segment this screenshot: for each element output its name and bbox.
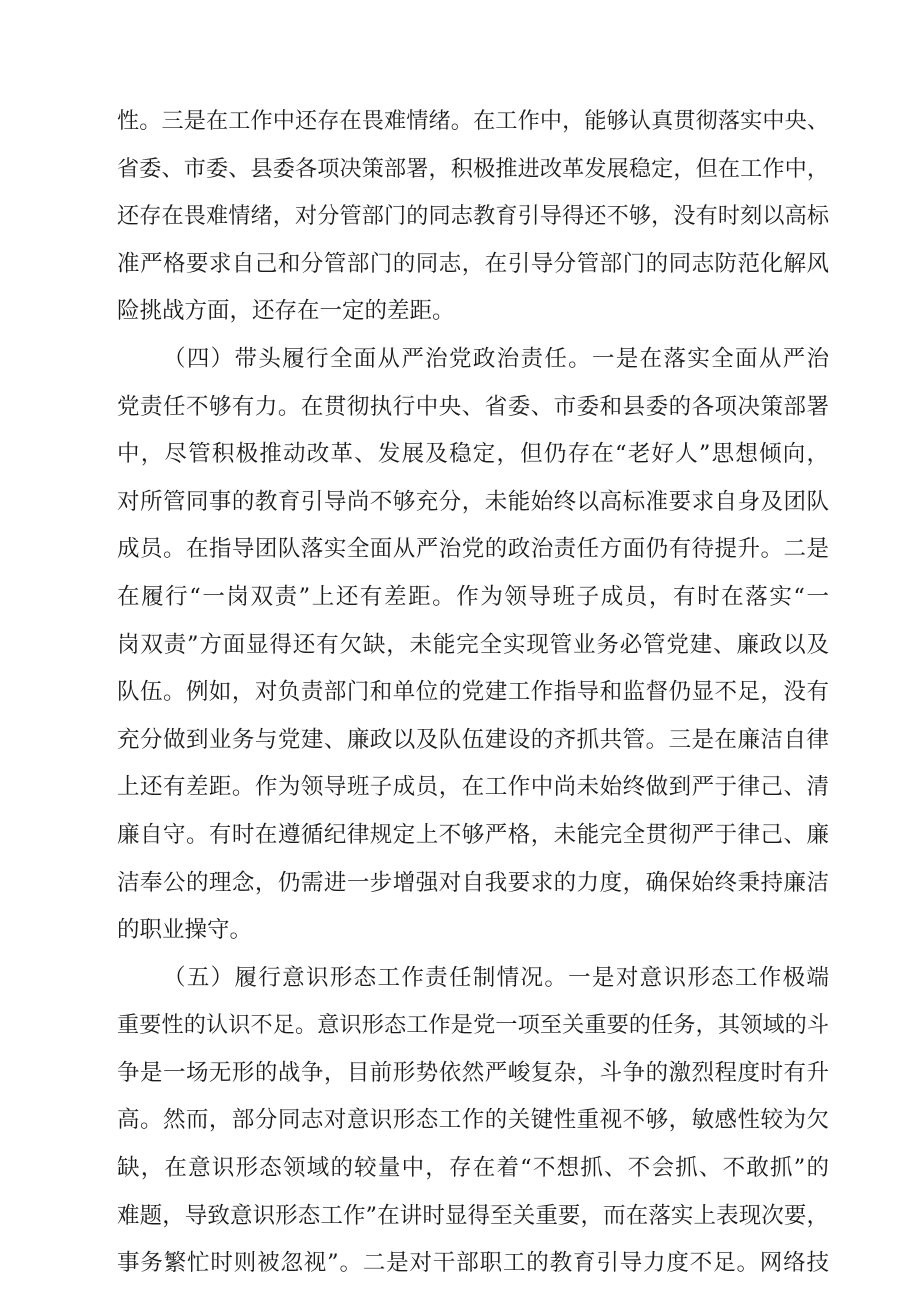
text-line: 省委、市委、县委各项决策部署，积极推进改革发展稳定，但在工作中， [117, 155, 829, 182]
document-body [117, 98, 829, 1288]
text-line: 对所管同事的教育引导尚不够充分，未能始终以高标准要求自身及团队 [117, 488, 829, 515]
text-line: 险挑战方面，还存在一定的差距。 [117, 298, 455, 325]
text-line: 上还有差距。作为领导班子成员，在工作中尚未始终做到严于律己、清 [117, 774, 829, 801]
text-line: 队伍。例如，对负责部门和单位的党建工作指导和监督仍显不足，没有 [117, 679, 829, 706]
text-line: 廉自守。有时在遵循纪律规定上不够严格，未能完全贯彻严于律己、廉 [117, 821, 829, 848]
paragraph-start-line: （四）带头履行全面从严治党政治责任。一是在落实全面从严治 [163, 345, 829, 372]
text-line: 充分做到业务与党建、廉政以及队伍建设的齐抓共管。三是在廉洁自律 [117, 726, 829, 753]
text-line: 洁奉公的理念，仍需进一步增强对自我要求的力度，确保始终秉持廉洁 [117, 869, 829, 896]
text-line: 还存在畏难情绪，对分管部门的同志教育引导得还不够，没有时刻以高标 [117, 203, 829, 230]
paragraph-start-line: （五）履行意识形态工作责任制情况。一是对意识形态工作极端 [163, 964, 829, 991]
text-line: 事务繁忙时则被忽视”。二是对干部职工的教育引导力度不足。网络技 [117, 1250, 829, 1277]
text-line: 岗双责”方面显得还有欠缺，未能完全实现管业务必管党建、廉政以及 [117, 631, 829, 658]
text-line: 在履行“一岗双责”上还有差距。作为领导班子成员，有时在落实“一 [117, 583, 829, 610]
text-line: 成员。在指导团队落实全面从严治党的政治责任方面仍有待提升。二是 [117, 536, 829, 563]
text-line: 缺，在意识形态领域的较量中，存在着“不想抓、不会抓、不敢抓”的 [117, 1155, 829, 1182]
text-line: 中，尽管积极推动改革、发展及稳定，但仍存在“老好人”思想倾向， [117, 441, 829, 468]
text-line: 高。然而，部分同志对意识形态工作的关键性重视不够，敏感性较为欠 [117, 1107, 829, 1134]
text-line: 准严格要求自己和分管部门的同志，在引导分管部门的同志防范化解风 [117, 250, 829, 277]
text-line: 难题，导致意识形态工作”在讲时显得至关重要，而在落实上表现次要， [117, 1202, 829, 1229]
text-line: 重要性的认识不足。意识形态工作是党一项至关重要的任务，其领域的斗 [117, 1012, 829, 1039]
text-line: 争是一场无形的战争，目前形势依然严峻复杂，斗争的激烈程度时有升 [117, 1059, 829, 1086]
text-line: 党责任不够有力。在贯彻执行中央、省委、市委和县委的各项决策部署 [117, 393, 829, 420]
text-line: 性。三是在工作中还存在畏难情绪。在工作中，能够认真贯彻落实中央、 [117, 108, 829, 134]
text-line: 的职业操守。 [117, 917, 253, 944]
